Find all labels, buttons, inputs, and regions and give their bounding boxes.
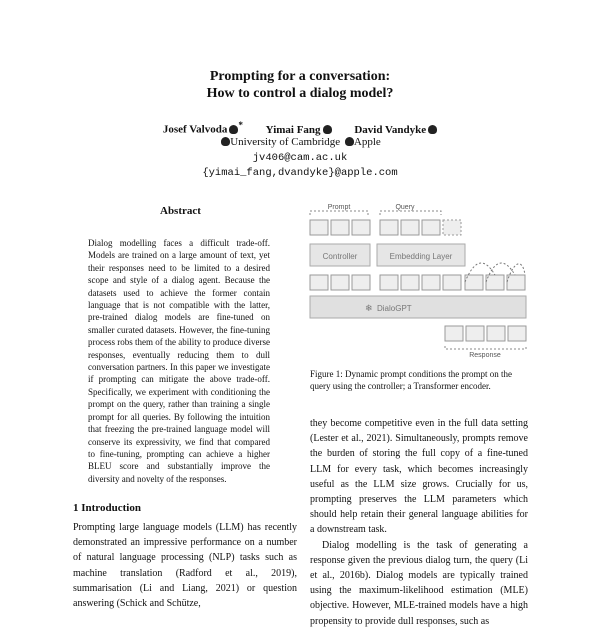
author-2 <box>266 124 332 136</box>
title-line-2: How to control a dialog model? <box>206 86 394 101</box>
affiliations <box>0 136 600 148</box>
prompt-bracket <box>310 211 368 215</box>
response-token <box>445 326 463 341</box>
email-1: jv406@cam.ac.uk <box>252 152 348 164</box>
author-1-name: Josef Valvoda <box>162 123 228 136</box>
embedded-token <box>352 275 370 290</box>
embedded-token <box>422 275 440 290</box>
query-token <box>401 220 419 235</box>
embedded-token <box>401 275 419 290</box>
apple-logo-icon <box>345 137 354 146</box>
email-2: {yimai_fang,dvandyke}@apple.com <box>202 167 398 179</box>
query-token <box>380 220 398 235</box>
embedded-token <box>331 275 349 290</box>
paragraph: Dialog modelling is the task of generating a response given the previous dialog turn, the query (Li et al., 2016b). Dialog models are typically trained using the maximum-likelihood estimation (MLE) objective. However, MLE-trained models have a high propensity to provide dull responses, such as <box>310 539 528 627</box>
prompt-token <box>331 220 349 235</box>
apple-logo-icon <box>428 125 437 134</box>
prompt-token <box>352 220 370 235</box>
university-logo-icon <box>221 137 230 146</box>
section-heading: 1 Introduction <box>73 502 141 514</box>
embedded-token <box>380 275 398 290</box>
author-3-name: David Vandyke <box>354 123 427 136</box>
dialogpt-label: DialoGPT <box>377 304 412 313</box>
right-column <box>310 416 528 629</box>
paragraph: they become competitive even in the full data setting (Lester et al., 2021). Simultaneously, prompts remove the burden of storing the full copy of a fine-tuned LLM for every task, which becomes increasingly useful as the LLM size grows. Crucially for us, prompting preserves the LLM parameters which should help retain their general language abilities for a downstream task. <box>310 418 528 536</box>
figure-diagram <box>305 198 530 360</box>
controller-label: Controller <box>322 252 358 261</box>
query-token <box>443 220 461 235</box>
response-token <box>487 326 505 341</box>
response-token <box>466 326 484 341</box>
embedded-token <box>310 275 328 290</box>
author-3 <box>354 124 437 136</box>
paper-title <box>0 68 600 102</box>
author-1 <box>163 120 243 136</box>
snowflake-icon: ❄ <box>365 303 373 313</box>
response-token <box>508 326 526 341</box>
prompt-token <box>310 220 328 235</box>
affiliation-university: University of Cambridge <box>230 136 341 148</box>
dialogpt-box <box>310 296 526 318</box>
query-token <box>422 220 440 235</box>
intro-paragraph: Prompting large language models (LLM) has recently demonstrated an impressive performance on a number of natural language processing (NLP) tasks such as machine translation (Radford et al., 2019), summarisation (Li and Liang, 2021) or question answering (Schick and Schütze, <box>73 522 297 610</box>
embedded-token <box>507 275 525 290</box>
author-2-name: Yimai Fang <box>265 123 321 136</box>
embedding-layer-label: Embedding Layer <box>389 252 453 261</box>
title-line-1: Prompting for a conversation: <box>209 69 391 84</box>
author-1-mark: * <box>238 120 243 130</box>
embedded-token <box>486 275 504 290</box>
response-label: Response <box>469 352 501 359</box>
author-list <box>0 120 600 136</box>
embedded-token <box>443 275 461 290</box>
abstract-body: Dialog modelling faces a difficult trade-off. Models are trained on a large amount of text, yet their responses need to be limited to a desired scope and style of a dialog agent. Because the datasets used to achieve the former contain language that is not compatible with the latter, pre-trained dialog models are fine-tuned on smaller curated datasets. However, the fine-tuning process robs them of the ability to produce diverse responses, eventually reducing them to dull conversation partners. In this paper we investigate if prompting can mitigate the above trade-off. Specifically, we experiment with conditioning the prompt on the query, rather than training a single prompt for all queries. By following the intuition that freezing the pre-trained language model will conserve its expressivity, we find that compared to fine-tuning, prompting can achieve a higher BLEU score and substantially improve the diversity and novelty of the responses. <box>88 238 270 484</box>
affiliation-apple: Apple <box>353 136 381 148</box>
embedded-token <box>465 275 483 290</box>
abstract-heading: Abstract <box>160 205 201 217</box>
prompt-label: Prompt <box>327 204 351 211</box>
figure-caption: Figure 1: Dynamic prompt conditions the prompt on the query using the controller; a Transformer encoder. <box>310 369 512 391</box>
apple-logo-icon <box>323 125 332 134</box>
university-logo-icon <box>229 125 238 134</box>
response-bracket <box>445 346 526 349</box>
query-bracket <box>380 211 441 215</box>
query-label: Query <box>395 204 415 211</box>
